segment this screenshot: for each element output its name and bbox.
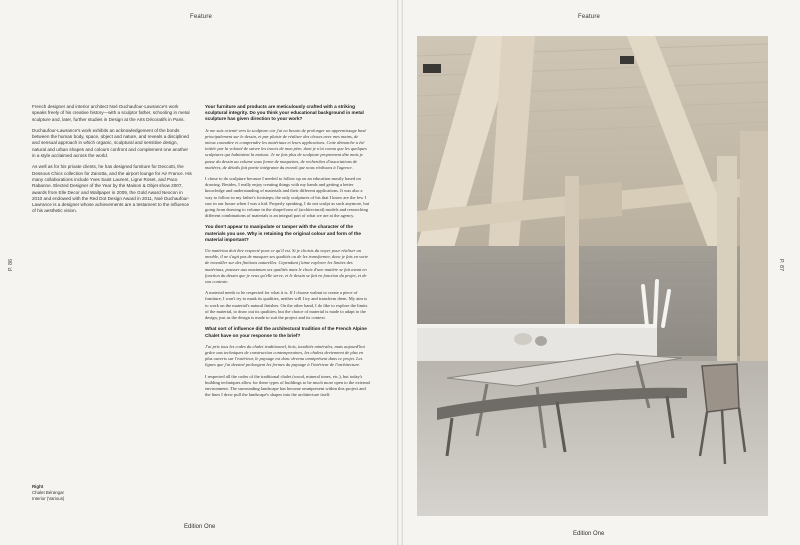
intro-paragraph: Duchaufour-Lawrance's work exhibits an acknowledgement of the bonds between the human body, space, object and nature, and reveals a disciplined and sensual approach in which organic, sculptural and sensitive design, natural and urban shapes and colours confront and complement one another in a style acclaimed across the world. <box>32 127 189 159</box>
left-page-footer: Edition One <box>184 524 216 530</box>
left-page-header: Feature <box>190 14 213 20</box>
left-page <box>0 0 397 545</box>
right-page-header: Feature <box>578 14 601 20</box>
interview-answer-french: Un matériau doit être respecté pour ce qu'il est. Si je choisis du noyer pour réaliser un meuble, il ne s'agit pas de masquer ses qualités ou de les transformer, donc je fais en sorte de travailler sur des finitions naturelles. Cependant j'aime explorer les limites des matériaux, pousser aux maximum ses qualités mais le choix d'une matière se fait avant en fonction du dessin que je veux qu'elle serve, et le dessin se fait en fonction du projet, et de son contexte. <box>205 248 369 285</box>
interior-photo <box>417 36 768 516</box>
interview-answer-french: Je me suis orienté vers la sculpture car j'ai eu besoin de prolonger un apprentissage basé principalement sur le dessin, et par plaisir de réaliser des choses avec mes mains, de mieux connaître et comprendre les matériaux et leurs applications. Cette démarche a été initiée par la volonté de suivre les traces de mon père, dont je n'ai connu que les quelques sculptures qui habitaient la maison. Je ne fais plus de sculpture proprement dite mais je passe du dessin au volume sous forme de maquettes, de recherches d'associations de matières, de détails fait partie intégrante du travail que nous réalisons à l'agence. <box>205 127 367 170</box>
left-page-number: P. 86 <box>8 258 15 272</box>
interview-question: Your furniture and products are meticulously crafted with a striking sculptural integrity. Do you think your educational background in metal sculpture has given direction to your work? <box>205 104 364 122</box>
interview-question: You don't appear to manipulate or tamper with the character of the materials you use. Why is retaining the original colour and form of the material important? <box>205 224 362 242</box>
caption-line: Chalet Bérangar <box>32 489 64 495</box>
interview-answer-english: A material needs to be respected for what it is. If I choose walnut to create a piece of furniture, I won't try to mask its qualities, neither will I try and transform them. My aim is to work on the material's natural finishes. On the other hand, I do like to explore the limits of the material, to draw out its qualities; but the choice of material is made to adapt to the design, just as the design is made to suit the project and its context. <box>205 290 368 321</box>
interview-column <box>205 104 370 403</box>
interview-answer-french: J'ai pris tous les codes du chalet traditionnel, bois, tonalités minérales, mais aujourd'hui grâce aux techniques de construction contemporaines, les chalets deviennent de plus en plus ouverts sur l'extérieur, le paysage est donc devenu omniprésent dans ce projet. Les lignes que j'ai dessiné prolongent les formes du paysage à l'intérieur de l'architecture. <box>205 343 365 368</box>
caption-label: Right <box>32 484 44 489</box>
interview-question: What sort of influence did the architectural tradition of the French Alpine Chalet have on your response to the brief? <box>205 326 367 338</box>
photo-caption <box>32 484 64 501</box>
intro-paragraph: French designer and interior architect Noé Duchaufour-Lawrance's work speaks freely of his creative history—with a sculptor father, schooling in metal sculpture and, later, further studies in Design at the Arts Décoratifs in Paris. <box>32 104 190 122</box>
right-page-footer: Edition One <box>573 531 605 537</box>
intro-paragraph: As well as for his private clients, he has designed furniture for Deccotti, the Dessous Chics collection for Zanotta, and the airport lounge for Air France. His many collaborations include Yves Saint Laurent, Ligne Roset, and Paco Rabanne. Elected Designer of the Year by the Maison & Objet show 2007, awards from Elle Decor and Wallpaper in 2009, the Gold Award Neocon in 2010 and endowed with the Red Dot Design Award in 2011, Noé Duchaufour-Lawrance is a designer whose achievements are a testament to the influence of his aesthetic vision. <box>32 164 192 214</box>
caption-line: Interior (Various) <box>32 495 65 501</box>
interview-answer-english: I respected all the codes of the traditional chalet (wood, mineral tones, etc.), but today's building techniques allow for these types of buildings to be much more open to the external environment. The surrounding landscape has become omnipresent within this project and the lines I drew pull the landscape's shapes into the architecture itself. <box>205 373 370 398</box>
interview-answer-english: I chose to do sculpture because I needed to follow up on an education mostly based on drawing. Besides, I really enjoy creating things with my hands and getting a better knowledge and understanding of materials and their different applications. It was also a way to follow in my father's footsteps; the only sculptures of his that I know are the few I saw in our house when I was a kid. Properly speaking, I do not sculpt as such anymore, but going from drawing to volume in the shape/form of (architectural) models and researching different combinations of materials is an integral part of what we are at the agency. <box>205 176 370 219</box>
right-page-number: P. 87 <box>778 258 785 272</box>
intro-column <box>32 104 192 220</box>
